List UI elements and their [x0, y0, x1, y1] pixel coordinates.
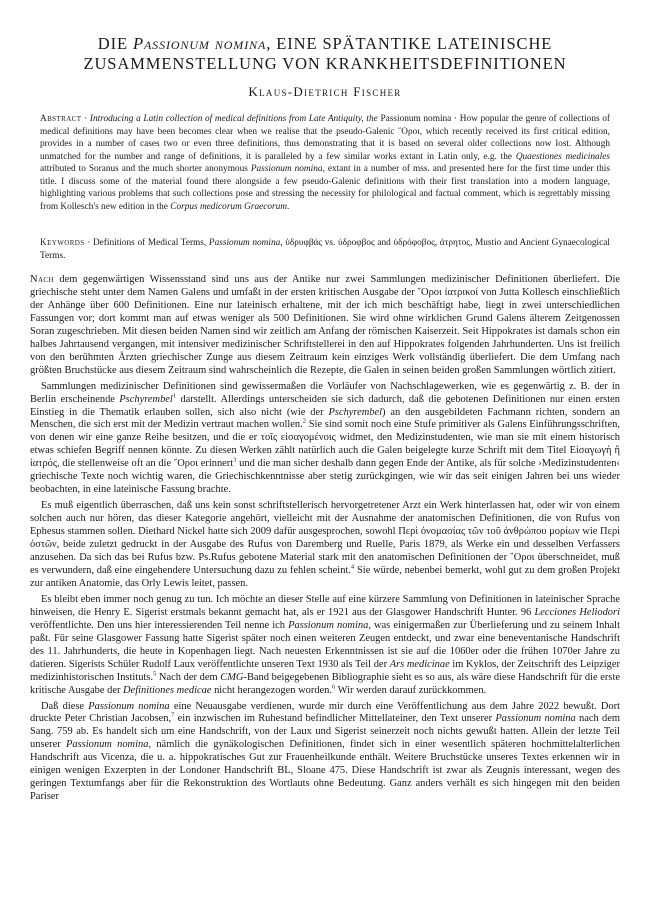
paragraph-text: darstellt. Allerdings unterscheiden sie sich dadurch, daß die gebotenen Definitionen nur einen ersten Einstieg in die Thematik erlauben sollen, sich also nicht (wie der: [30, 393, 620, 418]
footnote-ref[interactable]: 7: [171, 711, 175, 719]
title-part: DIE: [97, 34, 133, 53]
paragraph-text: dem gegenwärtigen Wissensstand sind uns aus der Antike nur zwei Sammlungen medizinischer Definitionen überliefert. Die griechische steht unter dem Namen Galens und umfaßt in der ersten kritischen Ausgabe der ῞Οροι ἰατρικοί von Jutta Kollesch einschließlich der Anhänge über 600 Definitionen. Eine nur lateinisch erhaltene, mit der ich mich beschäftigt habe, liegt in zwei unterschiedlichen Fassungen vor; dort kommt man auf etwas weniger als 500 Definitionen. Sie wird ohne wirklichen Grund Galens älterem Zeitgenossen Soran zugeschrieben. Mit diesen beiden Namen sind wir zeitlich am Anfang der römischen Kaiserzeit. Seit Hippokrates ist damals schon ein halbes Jahrtausend vergangen, mit intensiver medizinischer Schriftstellerei in den auf Hippokrates folgenden Jahrhunderten. Uns ist freilich von den berühmten Ärzten griechischer Zunge aus diesem Zeitraum kein einziges Werk vollständig überliefert. Die dem Umfang nach größten Bruchstücke aus diesem Zeitraum sind wahrscheinlich die Rezepte, die Galen in seinen beiden großen Sammlungen wörtlich zitiert.: [30, 274, 620, 376]
abstract-text: Passionum nomina: [377, 114, 452, 124]
paragraph-text: ein inzwischen im Ruhestand befindlicher Mittellateiner, den Text unserer: [174, 713, 496, 725]
footnote-ref[interactable]: 4: [350, 563, 355, 571]
paragraph-text: veröffentlichte. Den uns hier interessierenden Teil nenne ich: [30, 619, 289, 631]
abstract-label: Abstract: [40, 114, 82, 124]
abstract-italic: Quaestiones medicinales: [515, 151, 610, 162]
footnote-ref[interactable]: 3: [233, 456, 237, 464]
italic-text: Definitiones medicae: [123, 684, 212, 696]
paragraph: [30, 701, 620, 805]
italic-text: Ars medicinae: [389, 658, 450, 670]
paragraph-text: nach dem Sang. 759 ab. Es handelt sich um eine Handschrift, von der Laux und Sigerist seinerzeit noch nichts gewußt hatten. Allein der letzte Teil unserer: [30, 713, 620, 751]
paragraph-text: und die man sicher deshalb dann gegen Ende der Antike, als für solche ›Medizinstudenten‹ griechische Texte noch wichtig waren, die Griechischkenntnisse aber stetig zurückgingen, wie wir das seit einigen Jahren bei uns wieder beobachten, in eine lateinische Fassung brachte.: [30, 458, 620, 496]
keywords-italic: Passionum nomina: [208, 238, 281, 248]
footnote-ref[interactable]: 2: [302, 418, 306, 425]
italic-text: Pschyrembel: [119, 393, 173, 405]
abstract-text: , extant in a number of mss. and presented here for the first time under this title. I discuss some of the material found there alongside a few pseudo-Galenic definitions with their first translation into a modern language, highlighting various problems that such collections pose and stressing the necessity for philological and factual comment, which is regrettably missing from Kollesch's new edition in the: [40, 164, 610, 212]
footnote-ref[interactable]: 1: [172, 392, 177, 400]
abstract-text: .: [287, 201, 290, 212]
footnote-ref[interactable]: 5: [152, 670, 157, 678]
paragraph-text: Daß diese: [41, 700, 89, 712]
paragraph-text: Wir werden darauf zurückkommen.: [335, 684, 487, 696]
paragraph-text: Nach der dem: [156, 671, 221, 683]
abstract-italic: Introducing a Latin collection of medical definitions from Late Antiquity, the: [89, 114, 378, 124]
paragraph-text: ) an den ausgebildeten Fachmann richten, sondern an Menschen, die sich erst mit der Medizin vertraut machen wollen.: [30, 406, 620, 431]
keywords-text: , ὑδρυφβάς vs. ὑδροφβος and ὑδρόφοβος, ἀτρητος, Mustio and Ancient Gynaecological Terms.: [40, 238, 610, 261]
abstract-italic: Corpus medicorum Graecorum: [170, 201, 287, 212]
italic-text: Passionum nomina: [495, 713, 576, 725]
abstract-text: · How popular the genre of collections of medical definitions may have been becomes clear when we realise that the pseudo-Galenic ῞Οροι, which recently received its first critical edition, provides in a number of cases two or even three definitions, thus demonstrating that it is based on several older collections now lost. Although unmatched for the number and range of definitions, it is paralleled by a few similar works extant in Latin only, e.g. the: [40, 114, 610, 162]
paragraph-text: nicht herangezogen worden.: [211, 684, 333, 696]
article-title: [40, 34, 610, 74]
title-italic: Passionum nomina: [132, 34, 267, 53]
paragraph-text: Sie würde, nebenbei bemerkt, wohl gut zu dem großen Projekt zur antiken Anatomie, das Orly Lewis leitet, passen.: [30, 564, 620, 589]
keywords-label: Keywords: [40, 238, 85, 248]
lead-word: Nach: [30, 274, 54, 285]
paragraph-text: -Band beigegebenen Bibliographie sieht es so aus, als wäre diese Handschrift für die erste kritische Ausgabe der: [30, 671, 620, 696]
paragraph-text: im Kyklos, der Zeitschrift des Leipziger medizinhistorischen Instituts.: [30, 658, 620, 683]
italic-text: Passionum nomina: [88, 700, 170, 712]
abstract: [40, 113, 610, 213]
paragraph: [30, 274, 620, 378]
paragraph-text: , nämlich die gynäkologischen Definitionen, findet sich in einer wesentlich späteren hochmittelalterlichen Handschrift aus Vicenza, die u. a. hippokratisches Gut zur Frauenheilkunde enthält. Weitere Bruchstücke unseres Textes erkennen wir in einigen wenigen Exzerpten in der Londoner Handschrift BL, Sloane 475. Diese Handschrift ist zwar als Zeugnis interessant, wegen des geringen Textumfangs aber für die Rekonstruktion des Wortlauts ohne Bedeutung. Ganz anders verhält es sich hingegen mit den beiden Pariser: [30, 739, 620, 803]
abstract-separator: ·: [81, 114, 90, 124]
paragraph-text: Sie sind somit noch eine Stufe primitiver als Galens Einführungsschriften, von denen wir eine ganze Reihe besitzen, und die er τοῖς εἰσαγομένοις widmet, den Medizinstudenten, wie man sie mit einem historisch etwas schiefen Begriff nennen könnte. Zu diesen Werken zählt natürlich auch die Galen beigelegte kurze Schrift mit dem Titel Εἰσαγωγὴ ἢ ἰατρός, die stellenweise oft an die ῞Οροι erinnert: [30, 419, 620, 470]
italic-text: Pschyrembel: [328, 406, 383, 418]
keywords-text: · Definitions of Medical Terms,: [84, 238, 209, 248]
italic-text: CMG: [220, 671, 244, 683]
italic-text: Lecciones Heliodori: [534, 606, 620, 618]
paragraph: [30, 500, 620, 591]
abstract-italic: Passionum nomina: [250, 164, 323, 174]
abstract-text: attributed to Soranus and the much shorter anonymous: [40, 164, 251, 174]
keywords: [40, 237, 610, 262]
author-name: Klaus-Dietrich Fischer: [248, 84, 402, 99]
body-text: [30, 274, 620, 807]
paragraph: [30, 381, 620, 498]
footnote-ref[interactable]: 6: [332, 683, 336, 691]
paragraph-text: Es muß eigentlich überraschen, daß uns kein sonst schriftstellerisch hervorgetretener Arzt ein Werk hinterlassen hat, oder wir von einem solchen auch nur hören, das dieser Kategorie angehört, vielleicht mit der Ausnahme der anatomischen Definitionen, die von Rufus von Ephesus stammen sollen. Diethard Nickel hatte sich 2009 dafür ausgesprochen, sowohl Περὶ ὀνομασίας τῶν τοῦ ἀνθρώπου μορίων wie Περὶ ὀστῶν, beide zuletzt gedruckt in der Ausgabe des Rufus von Daremberg und Ruelle, Paris 1879, als Werke ein und desselben Verfassers anzusehen. Da sich das bei Rufus bzw. Ps.Rufus gebotene Material stark mit den anatomischen Definitionen der ῞Οροι überschneidet, muß es verwundern, daß eine eingehendere Untersuchung dazu zu fehlen scheint.: [30, 500, 620, 576]
paragraph-text: Es bleibt eben immer noch genug zu tun. Ich möchte an dieser Stelle auf eine kürzere Sammlung von Definitionen in lateinischer Sprache hinweisen, die Henry E. Sigerist erstmals bekannt gemacht hat, als er 1921 aus der Glasgower Handschrift Hunter. 96: [30, 593, 620, 618]
title-part: , EINE SPÄTANTIKE LATEINISCHE ZUSAMMENSTELLUNG VON KRANKHEITSDEFINITIONEN: [83, 34, 567, 73]
italic-text: Passionum nomina: [66, 739, 149, 751]
paragraph-text: , was einigermaßen zur Überlieferung und zu seinem Inhalt paßt. Für seine Glasgower Fassung hatte Sigerist später noch einen weiteren Zeugen entdeckt, und zwar eine beneventanische Handschrift des 11. Jahrhunderts, die heute in Kopenhagen liegt. Nach neuesten Erkenntnissen ist sie auf die 1060er oder die frühen 1070er Jahre zu datieren. Sigerists Schüler Rudolf Laux veröffentlichte unseren Text 1930 als Teil der: [30, 619, 620, 670]
paragraph: [30, 594, 620, 698]
paragraph-text: Sammlungen medizinischer Definitionen sind gewissermaßen die Vorläufer von Nachschlagewerken, wie es gegenwärtig z. B. der in Berlin erscheinende: [30, 380, 620, 405]
italic-text: Passionum nomina: [288, 619, 369, 631]
paragraph-text: eine Neuausgabe verdienen, wurde mir durch eine Veröffentlichung aus dem Jahre 2022 bewußt. Dort druckte Peter Christian Jacobsen,: [30, 700, 621, 725]
